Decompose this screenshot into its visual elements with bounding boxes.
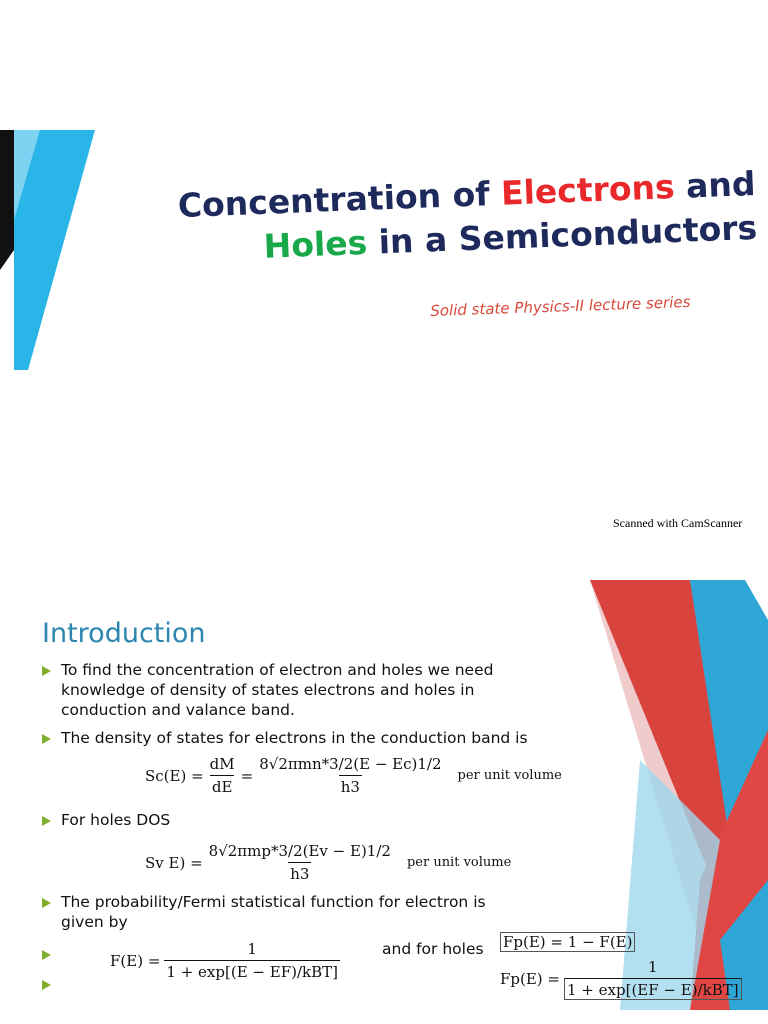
bullet-6 [42,974,61,994]
bullet-4: The probability/Fermi statistical function for electron is given by [42,892,531,932]
bullet-arrow-icon [42,898,51,908]
bullet-1: To find the concentration of electron and holes we need knowledge of density of states electrons and holes in conduction and valance band. [42,660,561,720]
bullet-arrow-icon [42,980,51,990]
fermi-electron-equation: F(E) = $\frac{1}{\text{1 + exp[(E − EF)/kBT]}}$ [110,940,338,981]
bullet-3: For holes DOS [42,810,561,830]
bullet-5 [42,944,61,964]
scanner-watermark: Scanned with CamScanner [613,516,743,530]
bullet-arrow-icon [42,666,51,676]
dos-hole-equation: Sv E) = $\frac{\text{8√2πmp*3/2(Ev − E)1/2}}{h3}$ per unit volume [145,842,512,883]
slide1-title: Concentration of Electrons and Holes in a Semiconductors [177,163,758,266]
introduction-slide [0,580,768,1010]
bullet-arrow-icon [42,950,51,960]
slide2-title: Introduction [42,618,206,649]
title-slide [0,130,768,370]
bullet-2: The density of states for electrons in the conduction band is [42,728,561,748]
fermi-hole-equation-1: Fp(E) = 1 − F(E) [500,932,635,952]
dos-electron-equation: Sc(E) = $\frac{dM}{dE}$ = $\frac{\text{8√2πmn*3/2(E − Ec)1/2}}{h3}$ per unit volume [145,755,562,796]
and-for-holes-label: and for holes [382,940,484,958]
fermi-hole-equation-2: Fp(E) = $\frac{1}{\text{1 + exp[(EF − E)/kBT]}}$ [500,958,746,1000]
bullet-arrow-icon [42,734,51,744]
bullet-arrow-icon [42,816,51,826]
slide1-subtitle: Solid state Physics-II lecture series [430,292,691,320]
